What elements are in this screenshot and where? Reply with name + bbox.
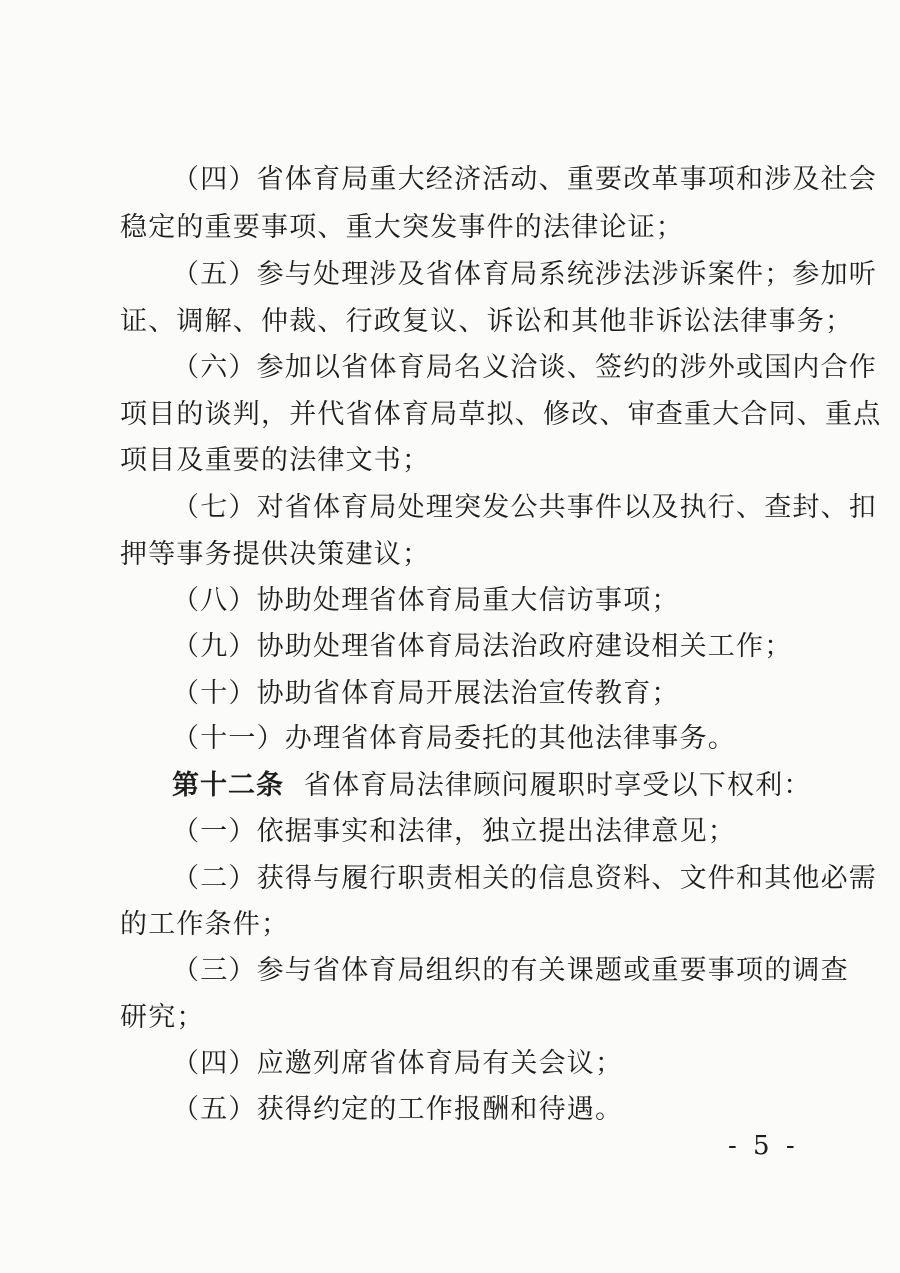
paragraph-line: （十）协助省体育局开展法治宣传教育； <box>172 678 680 709</box>
right-item-line: 研究； <box>120 1002 205 1033</box>
paragraph-line: 项目及重要的法律文书； <box>120 445 431 476</box>
right-item-line: （二）获得与履行职责相关的信息资料、文件和其他必需 <box>172 863 877 894</box>
right-item-line: （四）应邀列席省体育局有关会议； <box>172 1048 624 1079</box>
paragraph-line: （五）参与处理涉及省体育局系统涉法涉诉案件；参加听 <box>172 259 877 290</box>
paragraph-line: （十一）办理省体育局委托的其他法律事务。 <box>172 723 736 754</box>
article-text: 省体育局法律顾问履职时享受以下权利： <box>304 770 812 801</box>
right-item-line: （五）获得约定的工作报酬和待遇。 <box>172 1094 624 1125</box>
paragraph-line: （六）参加以省体育局名义洽谈、签约的涉外或国内合作 <box>172 352 877 383</box>
article-title: 第十二条 <box>172 770 284 801</box>
paragraph-line: 押等事务提供决策建议； <box>120 539 431 570</box>
article-12-line <box>172 769 812 803</box>
right-item-line: （三）参与省体育局组织的有关课题或重要事项的调查 <box>172 955 849 986</box>
paragraph-line: 稳定的重要事项、重大突发事件的法律论证； <box>120 212 684 243</box>
right-item-line: （一）依据事实和法律，独立提出法律意见； <box>172 816 736 847</box>
right-item-line: 的工作条件； <box>120 909 290 940</box>
paragraph-line: （八）协助处理省体育局重大信访事项； <box>172 585 680 616</box>
paragraph-line: （七）对省体育局处理突发公共事件以及执行、查封、扣 <box>172 492 877 523</box>
paragraph-line: 项目的谈判，并代省体育局草拟、修改、审查重大合同、重点 <box>120 399 882 430</box>
paragraph-line: （九）协助处理省体育局法治政府建设相关工作； <box>172 631 793 662</box>
paragraph-line: （四）省体育局重大经济活动、重要改革事项和涉及社会 <box>172 164 877 195</box>
paragraph-line: 证、调解、仲裁、行政复议、诉讼和其他非诉讼法律事务； <box>120 306 854 337</box>
page-number: - 5 - <box>728 1131 799 1161</box>
